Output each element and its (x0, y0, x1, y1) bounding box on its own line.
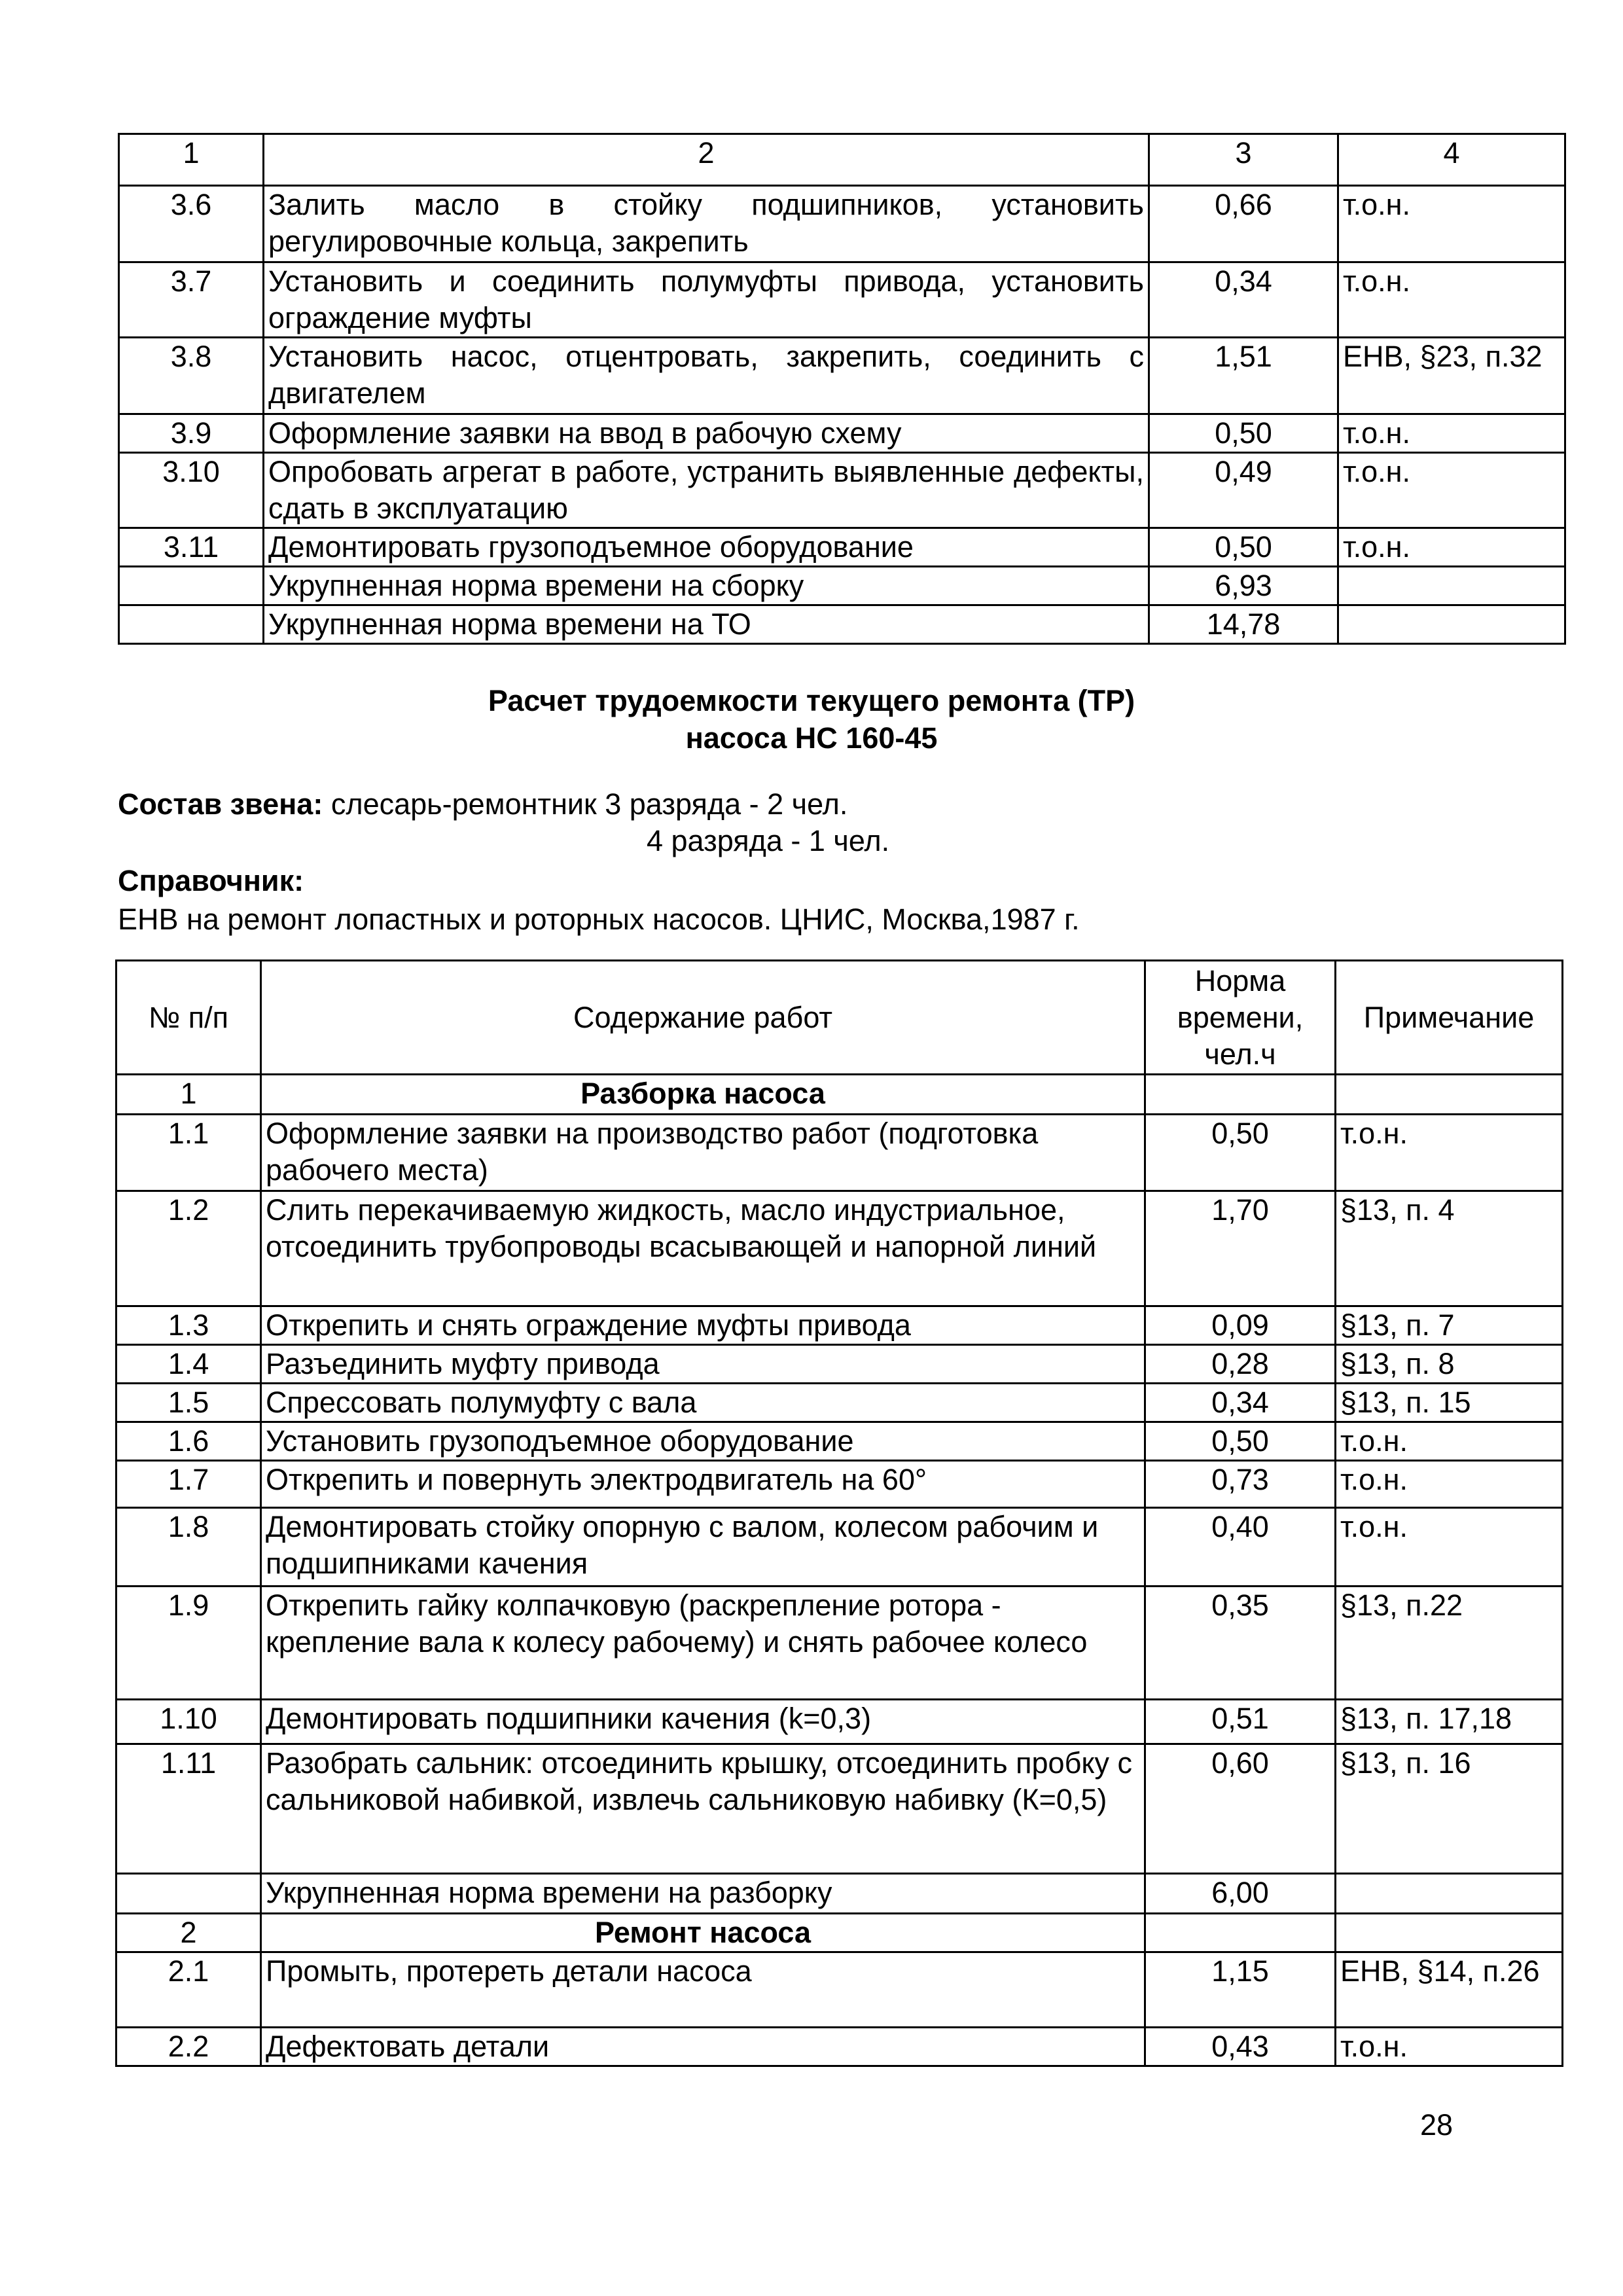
repair-table (115, 960, 1563, 2067)
table-row (116, 1306, 1563, 1345)
row-number: 2.1 (116, 1952, 261, 2028)
work-description: Промыть, протереть детали насоса (261, 1952, 1145, 2028)
work-description: Залить масло в стойку подшипников, установить регулировочные кольца, закрепить (264, 186, 1149, 262)
section-row (116, 1075, 1563, 1115)
row-number: 3.6 (119, 186, 264, 262)
note: §13, п. 16 (1336, 1744, 1563, 1874)
row-number (116, 1874, 261, 1914)
row-number: 3.8 (119, 338, 264, 414)
time-norm: 0,34 (1149, 262, 1338, 338)
time-norm: 1,70 (1145, 1191, 1336, 1306)
time-norm: 14,78 (1149, 605, 1338, 644)
note: т.о.н. (1336, 1508, 1563, 1587)
row-number: 1.8 (116, 1508, 261, 1587)
table-header-row (119, 134, 1565, 186)
table-row (116, 1345, 1563, 1384)
note: т.о.н. (1338, 262, 1565, 338)
table-row (119, 414, 1565, 453)
note: §13, п. 4 (1336, 1191, 1563, 1306)
table-row (119, 567, 1565, 605)
work-description: Открепить гайку колпачковую (раскрепление ротора - крепление вала к колесу рабочему) и снять рабочее колесо (261, 1587, 1145, 1700)
row-number: 1.5 (116, 1384, 261, 1422)
reference-text: ЕНВ на ремонт лопастных и роторных насосов. ЦНИС, Москва,1987 г. (118, 903, 1080, 936)
row-number: 3.7 (119, 262, 264, 338)
row-number: 1.6 (116, 1422, 261, 1461)
note: т.о.н. (1336, 1422, 1563, 1461)
time-norm: 0,28 (1145, 1345, 1336, 1384)
table-row (116, 1700, 1563, 1744)
crew-line2: 4 разряда - 1 чел. (647, 824, 890, 857)
time-norm: 0,60 (1145, 1744, 1336, 1874)
time-norm: 1,15 (1145, 1952, 1336, 2028)
column-header: Содержание работ (261, 961, 1145, 1075)
row-number: 3.10 (119, 453, 264, 528)
time-norm: 0,50 (1145, 1115, 1336, 1191)
work-description: Укрупненная норма времени на разборку (261, 1874, 1145, 1914)
table-row (119, 262, 1565, 338)
work-description: Демонтировать стойку опорную с валом, колесом рабочим и подшипниками качения (261, 1508, 1145, 1587)
row-number: 1.1 (116, 1115, 261, 1191)
work-description: Разъединить муфту привода (261, 1345, 1145, 1384)
column-header: 1 (119, 134, 264, 186)
work-description: Опробовать агрегат в работе, устранить выявленные дефекты, сдать в эксплуатацию (264, 453, 1149, 528)
table-row (116, 1115, 1563, 1191)
time-norm: 6,00 (1145, 1874, 1336, 1914)
table-row (116, 1422, 1563, 1461)
note: т.о.н. (1338, 186, 1565, 262)
note: §13, п. 7 (1336, 1306, 1563, 1345)
row-number: 1.11 (116, 1744, 261, 1874)
table-row (116, 1384, 1563, 1422)
column-header: 4 (1338, 134, 1565, 186)
note: т.о.н. (1336, 1461, 1563, 1508)
column-header: 3 (1149, 134, 1338, 186)
row-number: 1.2 (116, 1191, 261, 1306)
note (1336, 1914, 1563, 1952)
row-number: 1.10 (116, 1700, 261, 1744)
table-row (116, 2028, 1563, 2066)
row-number: 1.9 (116, 1587, 261, 1700)
time-norm: 0,49 (1149, 453, 1338, 528)
note: §13, п. 17,18 (1336, 1700, 1563, 1744)
row-number (119, 605, 264, 644)
table-row (116, 1744, 1563, 1874)
time-norm (1145, 1914, 1336, 1952)
note (1336, 1874, 1563, 1914)
section-title: Ремонт насоса (261, 1914, 1145, 1952)
time-norm: 0,51 (1145, 1700, 1336, 1744)
section-subtitle: насоса НС 160-45 (685, 721, 938, 755)
note (1338, 605, 1565, 644)
note: т.о.н. (1338, 414, 1565, 453)
row-number: 3.11 (119, 528, 264, 567)
column-header: № п/п (116, 961, 261, 1075)
note: ЕНВ, §14, п.26 (1336, 1952, 1563, 2028)
row-number: 3.9 (119, 414, 264, 453)
row-number: 1 (116, 1075, 261, 1115)
note: т.о.н. (1338, 453, 1565, 528)
column-header: Примечание (1336, 961, 1563, 1075)
time-norm: 6,93 (1149, 567, 1338, 605)
row-number: 1.3 (116, 1306, 261, 1345)
note (1338, 567, 1565, 605)
note: ЕНВ, §23, п.32 (1338, 338, 1565, 414)
time-norm: 0,50 (1149, 414, 1338, 453)
row-number: 2.2 (116, 2028, 261, 2066)
note: т.о.н. (1336, 2028, 1563, 2066)
work-description: Демонтировать грузоподъемное оборудование (264, 528, 1149, 567)
crew-line1: слесарь-ремонтник 3 разряда - 2 чел. (323, 787, 848, 821)
time-norm: 0,35 (1145, 1587, 1336, 1700)
table-row (119, 528, 1565, 567)
time-norm: 0,73 (1145, 1461, 1336, 1508)
table-row (119, 186, 1565, 262)
table-row (116, 1461, 1563, 1508)
time-norm: 0,09 (1145, 1306, 1336, 1345)
work-description: Оформление заявки на ввод в рабочую схему (264, 414, 1149, 453)
table-row (119, 338, 1565, 414)
note: §13, п.22 (1336, 1587, 1563, 1700)
time-norm: 0,34 (1145, 1384, 1336, 1422)
page-number: 28 (1420, 2108, 1454, 2142)
work-description: Установить насос, отцентровать, закрепить, соединить с двигателем (264, 338, 1149, 414)
table-row (119, 605, 1565, 644)
work-description: Укрупненная норма времени на сборку (264, 567, 1149, 605)
work-description: Дефектовать детали (261, 2028, 1145, 2066)
work-description: Установить грузоподъемное оборудование (261, 1422, 1145, 1461)
table-row (116, 1191, 1563, 1306)
column-header: 2 (264, 134, 1149, 186)
time-norm: 0,40 (1145, 1508, 1336, 1587)
work-description: Установить и соединить полумуфты привода, установить ограждение муфты (264, 262, 1149, 338)
work-description: Открепить и повернуть электродвигатель на 60° (261, 1461, 1145, 1508)
work-description: Спрессовать полумуфту с вала (261, 1384, 1145, 1422)
work-description: Оформление заявки на производство работ (подготовка рабочего места) (261, 1115, 1145, 1191)
note (1336, 1075, 1563, 1115)
section-title: Разборка насоса (261, 1075, 1145, 1115)
column-header: Норма времени, чел.ч (1145, 961, 1336, 1075)
time-norm: 1,51 (1149, 338, 1338, 414)
note: §13, п. 8 (1336, 1345, 1563, 1384)
work-description: Открепить и снять ограждение муфты привода (261, 1306, 1145, 1345)
section-row (116, 1914, 1563, 1952)
table-row (116, 1952, 1563, 2028)
work-description: Разобрать сальник: отсоединить крышку, отсоединить пробку с сальниковой набивкой, извлечь сальниковую набивку (К=0,5) (261, 1744, 1145, 1874)
work-description: Демонтировать подшипники качения (k=0,3) (261, 1700, 1145, 1744)
row-number (119, 567, 264, 605)
table-row (116, 1874, 1563, 1914)
section-title: Расчет трудоемкости текущего ремонта (ТР) (488, 684, 1135, 717)
crew-label: Состав звена: (118, 787, 323, 821)
table-row (119, 453, 1565, 528)
row-number: 2 (116, 1914, 261, 1952)
row-number: 1.7 (116, 1461, 261, 1508)
time-norm (1145, 1075, 1336, 1115)
time-norm: 0,50 (1145, 1422, 1336, 1461)
continued-table (118, 133, 1566, 645)
work-description: Слить перекачиваемую жидкость, масло индустриальное, отсоединить трубопроводы всасывающей и напорной линий (261, 1191, 1145, 1306)
time-norm: 0,66 (1149, 186, 1338, 262)
note: т.о.н. (1336, 1115, 1563, 1191)
work-description: Укрупненная норма времени на ТО (264, 605, 1149, 644)
table-row (116, 1587, 1563, 1700)
table-row (116, 1508, 1563, 1587)
crew-line (118, 786, 847, 823)
time-norm: 0,43 (1145, 2028, 1336, 2066)
note: т.о.н. (1338, 528, 1565, 567)
note: §13, п. 15 (1336, 1384, 1563, 1422)
reference-label: Справочник: (118, 864, 304, 897)
table-header-row (116, 961, 1563, 1075)
time-norm: 0,50 (1149, 528, 1338, 567)
row-number: 1.4 (116, 1345, 261, 1384)
